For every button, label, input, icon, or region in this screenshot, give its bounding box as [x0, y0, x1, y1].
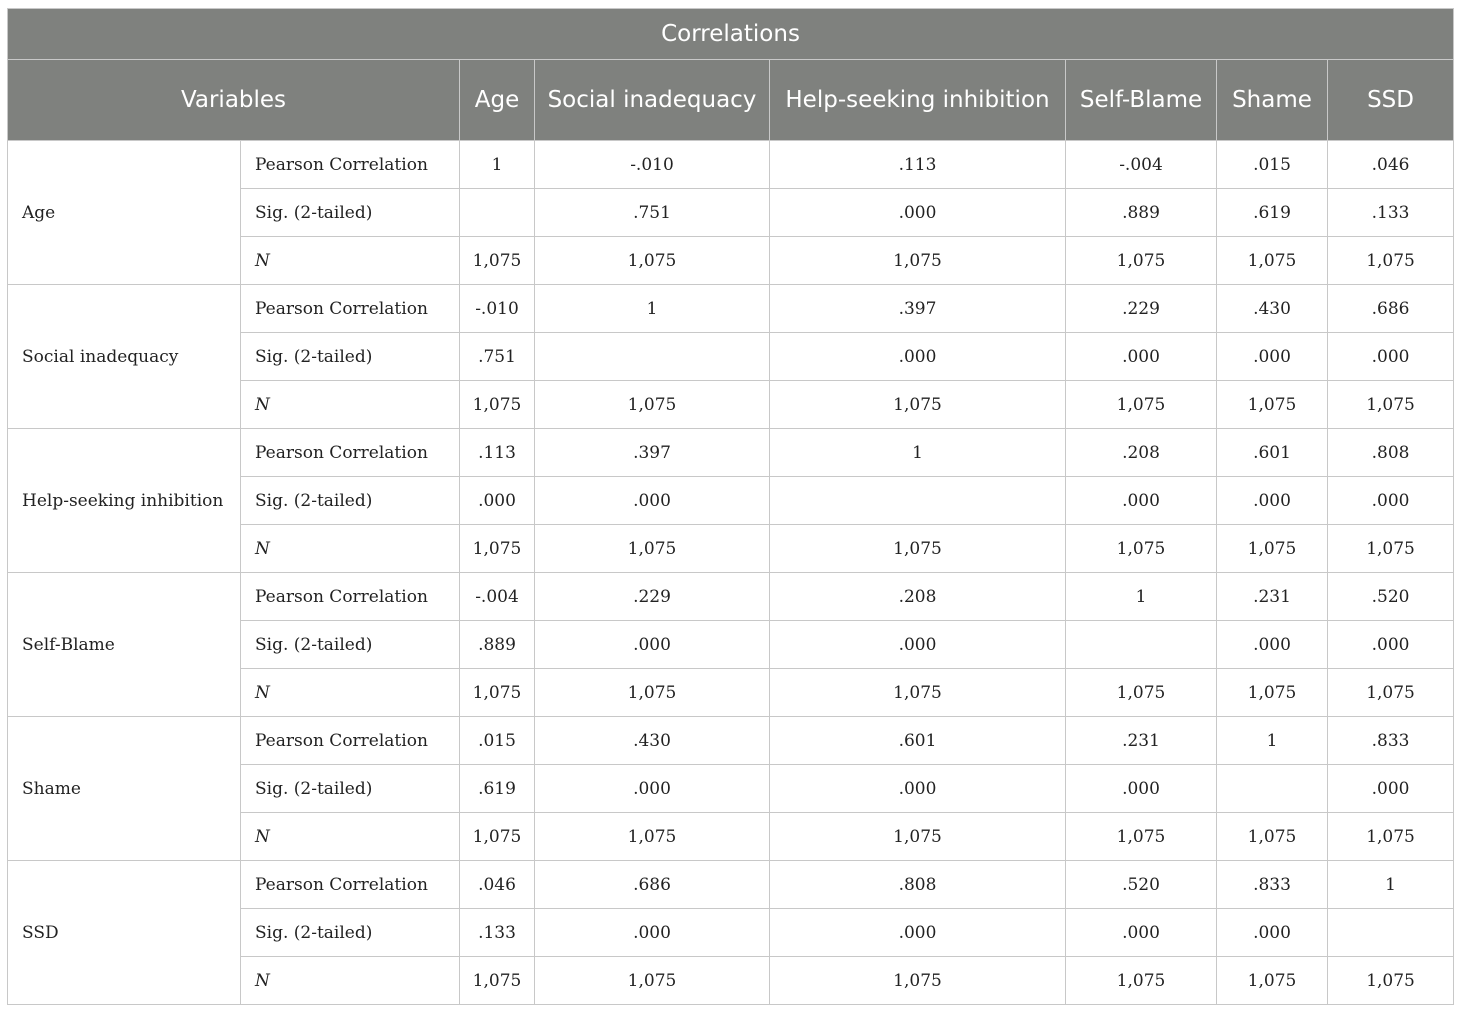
- table-cell: 1,075: [1328, 813, 1454, 861]
- table-cell: 1: [1217, 717, 1328, 765]
- table-cell: 1,075: [460, 669, 535, 717]
- statistic-label: Pearson Correlation: [241, 573, 460, 621]
- table-title: Correlations: [8, 9, 1454, 60]
- table-cell: 1,075: [1066, 669, 1217, 717]
- column-header-shame: Shame: [1217, 60, 1328, 141]
- table-row: [8, 141, 1454, 189]
- column-header-ssd: SSD: [1328, 60, 1454, 141]
- table-cell: 1,075: [535, 381, 770, 429]
- statistic-label: Sig. (2-tailed): [241, 477, 460, 525]
- table-cell: [460, 189, 535, 237]
- table-cell: 1: [1328, 861, 1454, 909]
- table-cell: .000: [1217, 333, 1328, 381]
- column-header-social-inadequacy: Social inadequacy: [535, 60, 770, 141]
- table-cell: .133: [1328, 189, 1454, 237]
- table-cell: .520: [1066, 861, 1217, 909]
- table-cell: 1,075: [460, 957, 535, 1005]
- table-cell: 1,075: [535, 525, 770, 573]
- statistic-label: Sig. (2-tailed): [241, 621, 460, 669]
- variable-label-ssd: SSD: [8, 861, 241, 1005]
- table-cell: .113: [460, 429, 535, 477]
- table-cell: [535, 333, 770, 381]
- table-row: [8, 573, 1454, 621]
- table-cell: .000: [770, 189, 1066, 237]
- table-cell: [1328, 909, 1454, 957]
- variable-label-help-seeking-inhibition: Help-seeking inhibition: [8, 429, 241, 573]
- table-cell: .231: [1066, 717, 1217, 765]
- table-cell: .000: [1066, 909, 1217, 957]
- table-cell: 1,075: [770, 381, 1066, 429]
- statistic-label: N: [241, 957, 460, 1005]
- variable-label-age: Age: [8, 141, 241, 285]
- table-cell: 1,075: [1217, 381, 1328, 429]
- variables-header: Variables: [8, 60, 460, 141]
- table-cell: .231: [1217, 573, 1328, 621]
- statistic-label: N: [241, 669, 460, 717]
- table-cell: 1: [770, 429, 1066, 477]
- table-cell: -.010: [460, 285, 535, 333]
- table-cell: .833: [1328, 717, 1454, 765]
- table-cell: 1,075: [1328, 381, 1454, 429]
- table-cell: .000: [770, 333, 1066, 381]
- column-header-age: Age: [460, 60, 535, 141]
- table-row: [8, 429, 1454, 477]
- table-cell: 1,075: [770, 237, 1066, 285]
- table-cell: 1,075: [460, 525, 535, 573]
- table-cell: .000: [1328, 765, 1454, 813]
- table-cell: .208: [770, 573, 1066, 621]
- table-cell: -.004: [1066, 141, 1217, 189]
- column-header-self-blame: Self-Blame: [1066, 60, 1217, 141]
- table-cell: .046: [1328, 141, 1454, 189]
- table-cell: .833: [1217, 861, 1328, 909]
- table-cell: .000: [1217, 621, 1328, 669]
- table-cell: .808: [1328, 429, 1454, 477]
- variable-label-social-inadequacy: Social inadequacy: [8, 285, 241, 429]
- statistic-label: N: [241, 237, 460, 285]
- table-cell: 1,075: [1217, 237, 1328, 285]
- statistic-label: Pearson Correlation: [241, 285, 460, 333]
- table-cell: -.010: [535, 141, 770, 189]
- table-cell: .808: [770, 861, 1066, 909]
- statistic-label: Sig. (2-tailed): [241, 333, 460, 381]
- statistic-label: Sig. (2-tailed): [241, 189, 460, 237]
- table-cell: .133: [460, 909, 535, 957]
- table-cell: .601: [1217, 429, 1328, 477]
- column-header-help-seeking-inhibition: Help-seeking inhibition: [770, 60, 1066, 141]
- table-cell: .889: [1066, 189, 1217, 237]
- table-cell: .000: [1066, 765, 1217, 813]
- table-cell: .000: [535, 765, 770, 813]
- table-cell: .000: [770, 765, 1066, 813]
- table-cell: .000: [1328, 477, 1454, 525]
- table-cell: 1,075: [770, 813, 1066, 861]
- table-cell: .619: [1217, 189, 1328, 237]
- table-cell: .000: [1217, 909, 1328, 957]
- table-cell: .000: [535, 909, 770, 957]
- table-cell: 1,075: [1066, 237, 1217, 285]
- table-cell: .751: [535, 189, 770, 237]
- table-cell: .208: [1066, 429, 1217, 477]
- table-row: [8, 861, 1454, 909]
- statistic-label: N: [241, 381, 460, 429]
- table-cell: [770, 477, 1066, 525]
- table-cell: 1,075: [1066, 525, 1217, 573]
- table-cell: 1,075: [1066, 381, 1217, 429]
- table-cell: .000: [1066, 333, 1217, 381]
- table-cell: 1,075: [770, 957, 1066, 1005]
- table-cell: 1,075: [770, 669, 1066, 717]
- table-cell: 1,075: [1217, 525, 1328, 573]
- statistic-label: Sig. (2-tailed): [241, 909, 460, 957]
- table-cell: 1,075: [1328, 237, 1454, 285]
- table-cell: .000: [1328, 621, 1454, 669]
- table-cell: 1: [460, 141, 535, 189]
- table-cell: 1: [535, 285, 770, 333]
- table-body: [8, 141, 1454, 1005]
- table-cell: 1,075: [1217, 957, 1328, 1005]
- statistic-label: Pearson Correlation: [241, 717, 460, 765]
- table-cell: .751: [460, 333, 535, 381]
- statistic-label: Pearson Correlation: [241, 141, 460, 189]
- statistic-label: N: [241, 525, 460, 573]
- table-cell: 1,075: [535, 237, 770, 285]
- table-cell: 1,075: [460, 237, 535, 285]
- table-cell: 1,075: [1328, 525, 1454, 573]
- table-cell: .000: [535, 621, 770, 669]
- table-cell: .000: [1066, 477, 1217, 525]
- statistic-label: Pearson Correlation: [241, 429, 460, 477]
- table-cell: .113: [770, 141, 1066, 189]
- table-cell: .229: [1066, 285, 1217, 333]
- table-cell: 1,075: [1066, 813, 1217, 861]
- table-title-row: [8, 9, 1454, 60]
- table-cell: 1,075: [535, 813, 770, 861]
- table-cell: .889: [460, 621, 535, 669]
- table-cell: .046: [460, 861, 535, 909]
- table-cell: 1,075: [1328, 957, 1454, 1005]
- variable-label-shame: Shame: [8, 717, 241, 861]
- table-cell: -.004: [460, 573, 535, 621]
- table-cell: 1,075: [460, 381, 535, 429]
- table-cell: .000: [770, 909, 1066, 957]
- table-cell: .601: [770, 717, 1066, 765]
- table-cell: .619: [460, 765, 535, 813]
- table-cell: .397: [535, 429, 770, 477]
- table-cell: .397: [770, 285, 1066, 333]
- table-cell: .015: [1217, 141, 1328, 189]
- table-cell: .000: [1217, 477, 1328, 525]
- table-cell: .686: [535, 861, 770, 909]
- table-cell: .229: [535, 573, 770, 621]
- statistic-label: N: [241, 813, 460, 861]
- statistic-label: Pearson Correlation: [241, 861, 460, 909]
- table-cell: .000: [535, 477, 770, 525]
- table-cell: 1,075: [1066, 957, 1217, 1005]
- table-cell: 1: [1066, 573, 1217, 621]
- table-cell: [1066, 621, 1217, 669]
- table-cell: 1,075: [535, 957, 770, 1005]
- table-row: [8, 717, 1454, 765]
- table-cell: .520: [1328, 573, 1454, 621]
- table-cell: [1217, 765, 1328, 813]
- table-cell: .430: [1217, 285, 1328, 333]
- table-cell: .000: [1328, 333, 1454, 381]
- table-cell: 1,075: [1217, 669, 1328, 717]
- table-cell: .000: [460, 477, 535, 525]
- correlations-table: [7, 8, 1454, 1005]
- table-cell: .015: [460, 717, 535, 765]
- table-cell: .686: [1328, 285, 1454, 333]
- variable-label-self-blame: Self-Blame: [8, 573, 241, 717]
- table-row: [8, 285, 1454, 333]
- statistic-label: Sig. (2-tailed): [241, 765, 460, 813]
- table-cell: 1,075: [1328, 669, 1454, 717]
- table-cell: 1,075: [535, 669, 770, 717]
- table-cell: .430: [535, 717, 770, 765]
- table-cell: 1,075: [770, 525, 1066, 573]
- table-cell: 1,075: [1217, 813, 1328, 861]
- table-cell: .000: [770, 621, 1066, 669]
- column-header-row: [8, 60, 1454, 141]
- table-cell: 1,075: [460, 813, 535, 861]
